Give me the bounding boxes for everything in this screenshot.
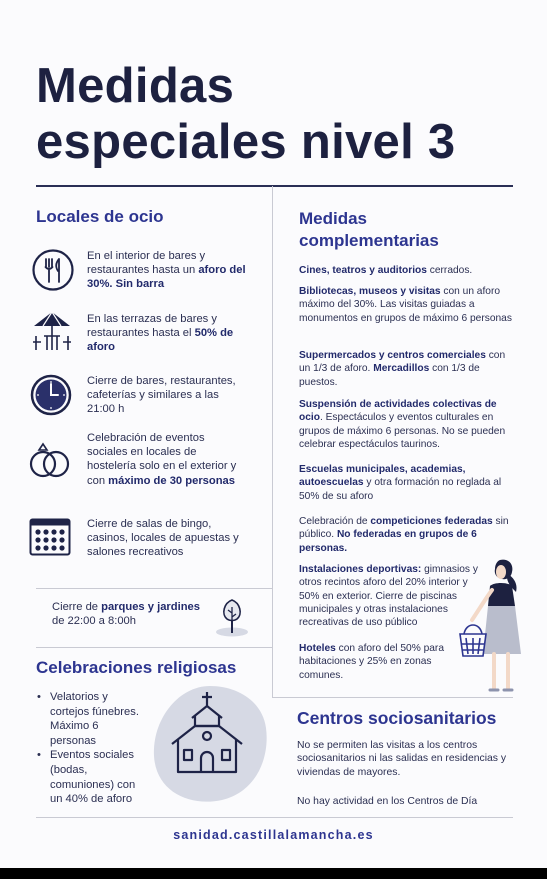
church-icon	[152, 682, 268, 809]
title-line-1: Medidas	[36, 59, 235, 113]
list-item: • Velatorios y cortejos fúnebres. Máximo 6 personas	[36, 690, 146, 748]
terrace-umbrella-icon	[28, 308, 76, 359]
complementarias-paragraph-2: Bibliotecas, museos y visitas con un aforo máximo del 30%. Las visitas guiadas a monumentos en grupos de máximo 6 personas	[299, 286, 512, 324]
locales-item-2: En las terrazas de bares y restaurantes hasta el 50% de aforo	[87, 313, 234, 354]
cutlery-icon	[31, 248, 75, 297]
locales-heading: Locales de ocio	[36, 207, 164, 226]
complementarias-heading	[299, 208, 439, 252]
complementarias-paragraph-1: Cines, teatros y auditorios cerrados.	[299, 265, 473, 276]
complementarias-paragraph-7: Instalaciones deportivas: gimnasios y otros recintos aforo del 20% interior y 50% en exterior. Cierre de piscinas municipales y otras instalaciones recreativas de uso público	[299, 564, 478, 629]
sociosanitarios-paragraph-2: No hay actividad en los Centros de Día	[297, 796, 478, 807]
complementarias-paragraph-5: Escuelas municipales, academias, autoescuelas y otra formación no reglada al 50% de su aforo	[299, 464, 502, 502]
footer-url[interactable]: sanidad.castillalamancha.es	[173, 828, 374, 842]
locales-item-1: En el interior de bares y restaurantes hasta un aforo del 30%. Sin barra	[87, 250, 246, 291]
complementarias-paragraph-3: Supermercados y centros comerciales con un 1/3 de aforo. Mercadillos con 1/3 de puestos.	[299, 350, 506, 388]
locales-item-4: Celebración de eventos sociales en locales de hostelería solo en el exterior y con máximo de 30 personas	[87, 432, 237, 487]
religiosas-heading: Celebraciones religiosas	[36, 658, 237, 677]
complementarias-paragraph-4: Suspensión de actividades colectivas de ocio. Espectáculos y eventos culturales en grupos de máximo 6 personas. No se pueden celebrar espectáculos taurinos.	[299, 399, 506, 450]
bottom-black-bar	[0, 868, 547, 879]
sociosanitarios-paragraph-1: No se permiten las visitas a los centros sociosanitarios ni las salidas en residencias y viviendas de mayores.	[297, 740, 507, 778]
divider-parques-bottom	[36, 647, 272, 648]
shopper-woman-icon	[456, 556, 532, 701]
complementarias-heading-line-2: complementarias	[299, 231, 439, 250]
divider-parques-top	[36, 588, 272, 589]
title-line-2: especiales nivel 3	[36, 115, 456, 169]
complementarias-paragraph-6: Celebración de competiciones federadas sin público. No federadas en grupos de 6 personas.	[299, 516, 509, 554]
locales-item-5: Cierre de salas de bingo, casinos, locales de apuestas y salones recreativos	[87, 518, 239, 559]
complementarias-paragraph-8: Hoteles con aforo del 50% para habitaciones y 25% en zonas comunes.	[299, 643, 444, 681]
complementarias-heading-line-1: Medidas	[299, 209, 368, 228]
tree-icon	[214, 597, 250, 644]
wedding-rings-icon	[26, 440, 74, 485]
column-divider	[272, 186, 273, 698]
list-item: • Eventos sociales (bodas, comuniones) con un 40% de aforo	[36, 748, 146, 806]
clock-icon	[30, 374, 72, 421]
bingo-card-icon	[29, 518, 71, 561]
religiosas-list	[36, 690, 146, 807]
parques-text: Cierre de parques y jardines de 22:00 a 8:00h	[52, 601, 200, 628]
title-divider	[36, 185, 513, 187]
divider-footer	[36, 817, 513, 818]
sociosanitarios-heading: Centros sociosanitarios	[297, 708, 497, 728]
locales-item-3: Cierre de bares, restaurantes, cafeterías y similares a las 21:00 h	[87, 375, 236, 416]
page-title	[36, 58, 455, 170]
